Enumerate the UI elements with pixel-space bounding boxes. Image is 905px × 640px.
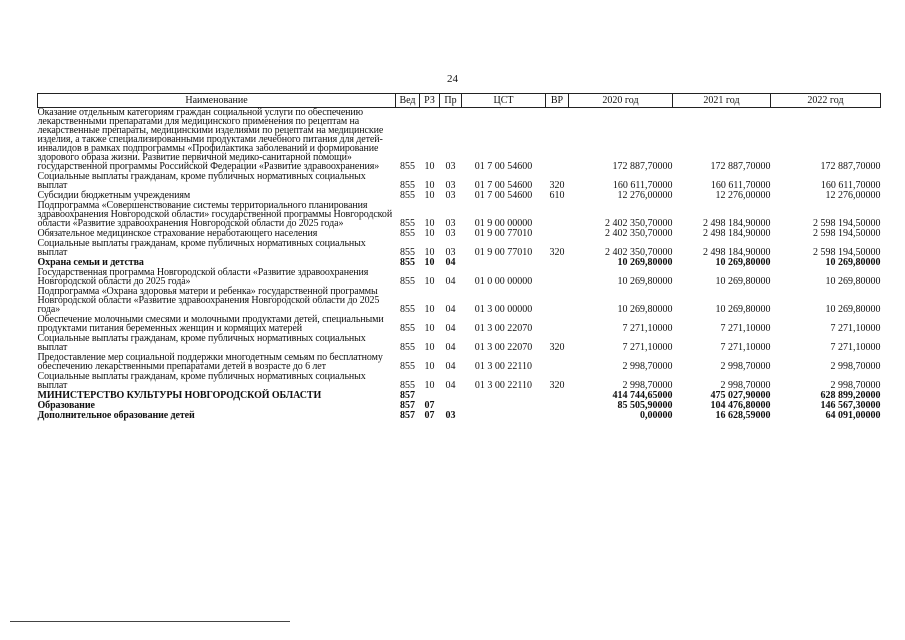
cell-y2021: 16 628,59000 <box>715 410 771 421</box>
cell-y2020: 160 611,70000 <box>612 180 673 191</box>
cell-pr: 04 <box>445 304 456 315</box>
cell-ved: 855 <box>400 361 415 372</box>
table-row <box>38 334 881 353</box>
budget-table <box>37 93 881 421</box>
cell-ved: 857 <box>400 410 415 421</box>
cell-y2020: 2 402 350,70000 <box>605 247 673 258</box>
cell-vr <box>546 391 569 401</box>
cell-y2021: 12 276,00000 <box>715 190 771 201</box>
cell-vr: 610 <box>549 190 565 201</box>
cell-rz: 10 <box>424 161 435 172</box>
cell-cst: 01 3 00 22070 <box>474 323 533 334</box>
cell-rz: 10 <box>424 228 435 239</box>
cell-y2020: 85 505,90000 <box>617 400 673 411</box>
cell-y2021: 10 269,80000 <box>715 257 771 268</box>
header-cst: ЦСТ <box>462 94 546 108</box>
cell-cst: 01 3 00 22110 <box>474 361 533 372</box>
table-row <box>38 268 881 287</box>
cell-y2021: 2 498 184,90000 <box>703 228 771 239</box>
header-2022: 2022 год <box>771 94 881 108</box>
cell-vr <box>546 411 569 421</box>
cell-vr <box>546 353 569 372</box>
cell-y2020: 2 998,70000 <box>622 361 673 372</box>
cell-y2020: 172 887,70000 <box>612 161 673 172</box>
cell-y2020: 10 269,80000 <box>617 304 673 315</box>
cell-y2020: 2 402 350,70000 <box>605 218 673 229</box>
cell-cst <box>462 391 546 401</box>
table-row <box>38 372 881 391</box>
cell-rz: 10 <box>424 218 435 229</box>
cell-pr: 03 <box>445 161 456 172</box>
cell-vr <box>546 287 569 315</box>
header-rz: РЗ <box>420 94 440 108</box>
cell-rz: 10 <box>424 247 435 258</box>
cell-vr <box>546 229 569 239</box>
cell-name: Подпрограмма «Охрана здоровья матери и ребенка» государственной программы Новгородской области «Развитие здравоохранения Новгородской области до 2025 года» <box>37 286 380 315</box>
table-row <box>38 315 881 334</box>
cell-y2021: 2 998,70000 <box>720 361 771 372</box>
cell-pr: 03 <box>445 228 456 239</box>
cell-ved: 855 <box>400 247 415 258</box>
cell-name: Государственная программа Новгородской области «Развитие здравоохранения Новгородской области до 2025 года» <box>37 267 369 287</box>
cell-name: Образование <box>37 400 95 411</box>
cell-ved: 855 <box>400 161 415 172</box>
cell-ved: 855 <box>400 257 415 268</box>
cell-y2022: 146 567,30000 <box>820 400 881 411</box>
cell-vr <box>546 401 569 411</box>
cell-pr: 04 <box>445 257 456 268</box>
cell-name: Обеспечение молочными смесями и молочными продуктами детей, специальными продуктами питания беременных женщин и кормящих матерей <box>37 314 384 334</box>
cell-y2021: 10 269,80000 <box>715 304 771 315</box>
cell-cst <box>462 258 546 268</box>
cell-rz: 10 <box>424 180 435 191</box>
cell-rz: 07 <box>424 410 435 421</box>
cell-vr: 320 <box>549 380 565 391</box>
cell-y2022: 10 269,80000 <box>825 276 881 287</box>
cell-name: Предоставление мер социальной поддержки многодетным семьям по бесплатному обеспечению лекарственными препаратами детей в возрасте до 6 лет <box>37 352 383 372</box>
cell-vr: 320 <box>549 342 565 353</box>
cell-name: Субсидии бюджетным учреждениям <box>37 190 191 201</box>
cell-cst: 01 3 00 00000 <box>474 304 533 315</box>
cell-rz: 10 <box>424 257 435 268</box>
cell-cst <box>462 401 546 411</box>
cell-ved: 855 <box>400 342 415 353</box>
cell-cst: 01 9 00 77010 <box>474 228 533 239</box>
header-2020: 2020 год <box>569 94 673 108</box>
cell-rz: 10 <box>424 304 435 315</box>
cell-pr: 04 <box>445 323 456 334</box>
cell-y2022: 10 269,80000 <box>825 257 881 268</box>
cell-y2022: 628 899,20000 <box>820 390 881 401</box>
cell-rz: 10 <box>424 190 435 201</box>
cell-y2022: 7 271,10000 <box>830 323 881 334</box>
cell-cst: 01 7 00 54600 <box>474 180 533 191</box>
cell-pr: 04 <box>445 342 456 353</box>
cell-name: Социальные выплаты гражданам, кроме публичных нормативных социальных выплат <box>37 238 366 258</box>
cell-pr: 03 <box>445 410 456 421</box>
header-ved: Вед <box>396 94 420 108</box>
cell-ved: 855 <box>400 228 415 239</box>
cell-vr: 320 <box>549 247 565 258</box>
table-row <box>38 172 881 191</box>
cell-ved: 855 <box>400 304 415 315</box>
cell-name: Социальные выплаты гражданам, кроме публичных нормативных социальных выплат <box>37 371 366 391</box>
cell-rz: 10 <box>424 342 435 353</box>
cell-name: Подпрограмма «Совершенствование системы территориального планирования здравоохранения Новгородской области» государственной программы Новгородской области «Развитие здравоохранения Новгородской области до 2025 года» <box>37 200 393 229</box>
cell-y2020: 0,00000 <box>640 410 673 421</box>
cell-y2021: 2 498 184,90000 <box>703 247 771 258</box>
cell-y2020: 2 998,70000 <box>622 380 673 391</box>
cell-name: Дополнительное образование детей <box>37 410 195 421</box>
cell-name: Оказание отдельным категориям граждан социальной услуги по обеспечению лекарственными препаратами для медицинского применения по рецептам на лекарственные препараты, медицинскими изделиями по рецептам на медицинские изделия, а также специализированными продуктами лечебного питания для детей-инвалидов в рамках подпрограммы «Профилактика заболеваний и формирование здорового образа жизни. Развитие первичной медико-санитарной помощи» государственной программы Российской Федерации «Развитие здравоохранения» <box>37 107 384 172</box>
cell-y2022: 64 091,00000 <box>825 410 881 421</box>
cell-pr: 04 <box>445 380 456 391</box>
cell-pr <box>440 391 462 401</box>
table-row <box>38 108 881 173</box>
cell-pr: 03 <box>445 218 456 229</box>
table-row <box>38 201 881 229</box>
cell-y2020: 10 269,80000 <box>617 257 673 268</box>
cell-vr <box>546 268 569 287</box>
cell-vr <box>546 258 569 268</box>
footer-rule <box>10 621 290 622</box>
cell-y2022: 2 598 194,50000 <box>813 218 881 229</box>
cell-rz: 10 <box>424 323 435 334</box>
cell-ved: 855 <box>400 218 415 229</box>
cell-pr: 03 <box>445 247 456 258</box>
cell-name: Социальные выплаты гражданам, кроме публичных нормативных социальных выплат <box>37 171 366 191</box>
table-row <box>38 287 881 315</box>
cell-y2021: 2 998,70000 <box>720 380 771 391</box>
cell-y2021: 104 476,80000 <box>710 400 771 411</box>
cell-y2020: 414 744,65000 <box>612 390 673 401</box>
cell-cst: 01 3 00 22070 <box>474 342 533 353</box>
header-pr: Пр <box>440 94 462 108</box>
header-vr: ВР <box>546 94 569 108</box>
cell-vr <box>546 201 569 229</box>
cell-vr <box>546 315 569 334</box>
cell-y2021: 475 027,90000 <box>710 390 771 401</box>
cell-cst: 01 3 00 22110 <box>474 380 533 391</box>
cell-rz: 10 <box>424 361 435 372</box>
cell-name: МИНИСТЕРСТВО КУЛЬТУРЫ НОВГОРОДСКОЙ ОБЛАСТИ <box>37 390 322 401</box>
cell-ved: 857 <box>400 400 415 411</box>
cell-pr: 04 <box>445 361 456 372</box>
cell-pr: 04 <box>445 276 456 287</box>
cell-y2021: 172 887,70000 <box>710 161 771 172</box>
cell-pr: 03 <box>445 180 456 191</box>
cell-y2022: 2 998,70000 <box>830 361 881 372</box>
cell-name: Социальные выплаты гражданам, кроме публичных нормативных социальных выплат <box>37 333 366 353</box>
cell-pr: 03 <box>445 190 456 201</box>
header-2021: 2021 год <box>673 94 771 108</box>
cell-y2022: 10 269,80000 <box>825 304 881 315</box>
cell-y2021: 2 498 184,90000 <box>703 218 771 229</box>
cell-ved: 855 <box>400 276 415 287</box>
cell-ved: 855 <box>400 323 415 334</box>
table-row <box>38 411 881 421</box>
cell-y2020: 7 271,10000 <box>622 342 673 353</box>
cell-vr <box>546 108 569 173</box>
cell-y2021: 10 269,80000 <box>715 276 771 287</box>
cell-y2022: 7 271,10000 <box>830 342 881 353</box>
cell-rz: 07 <box>424 400 435 411</box>
cell-y2020: 12 276,00000 <box>617 190 673 201</box>
header-name: Наименование <box>38 94 396 108</box>
cell-y2021: 7 271,10000 <box>720 342 771 353</box>
cell-y2022: 2 598 194,50000 <box>813 228 881 239</box>
cell-y2021: 7 271,10000 <box>720 323 771 334</box>
cell-vr: 320 <box>549 180 565 191</box>
cell-y2020: 10 269,80000 <box>617 276 673 287</box>
cell-ved: 855 <box>400 180 415 191</box>
cell-cst: 01 9 00 00000 <box>474 218 533 229</box>
cell-cst: 01 7 00 54600 <box>474 190 533 201</box>
cell-y2022: 12 276,00000 <box>825 190 881 201</box>
cell-ved: 855 <box>400 380 415 391</box>
cell-rz: 10 <box>424 276 435 287</box>
cell-y2022: 172 887,70000 <box>820 161 881 172</box>
cell-name: Охрана семьи и детства <box>37 257 144 268</box>
cell-cst: 01 0 00 00000 <box>474 276 533 287</box>
cell-cst: 01 9 00 77010 <box>474 247 533 258</box>
cell-y2020: 2 402 350,70000 <box>605 228 673 239</box>
cell-ved: 857 <box>400 390 415 401</box>
cell-y2022: 160 611,70000 <box>820 180 881 191</box>
cell-cst: 01 7 00 54600 <box>474 161 533 172</box>
cell-name: Обязательное медицинское страхование неработающего населения <box>37 228 318 239</box>
cell-cst <box>462 411 546 421</box>
cell-y2022: 2 998,70000 <box>830 380 881 391</box>
cell-y2021: 160 611,70000 <box>710 180 771 191</box>
table-row <box>38 239 881 258</box>
cell-ved: 855 <box>400 190 415 201</box>
cell-y2022: 2 598 194,50000 <box>813 247 881 258</box>
cell-rz: 10 <box>424 380 435 391</box>
table-header-row <box>38 94 881 108</box>
page-number: 24 <box>447 73 458 85</box>
table-row <box>38 353 881 372</box>
cell-y2020: 7 271,10000 <box>622 323 673 334</box>
